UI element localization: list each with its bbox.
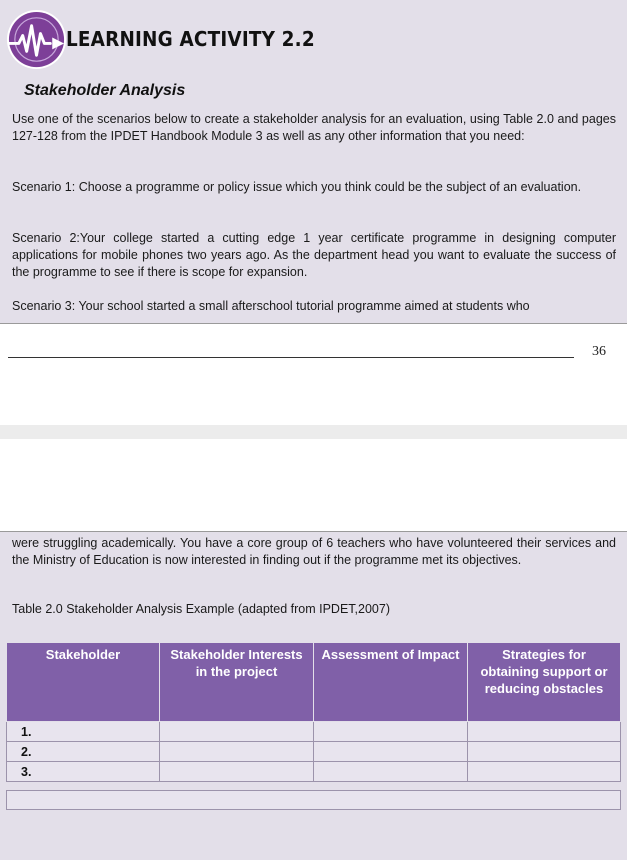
table-cell [468,762,621,782]
activity-title: LEARNING ACTIVITY 2.2 [66,27,315,51]
header-strategies: Strategies for obtaining support or reducing obstacles [468,643,621,722]
page-header-area [0,439,627,531]
table-row [7,722,621,742]
table-cell [468,742,621,762]
header-assessment-of-impact: Assessment of Impact [314,643,468,722]
scenario-1: Scenario 1: Choose a programme or policy issue which you think could be the subject of an evaluation. [12,180,582,194]
table-spacer-cell [7,782,621,791]
page-break-line-top [0,323,627,324]
stakeholder-analysis-table [6,642,621,810]
table-cell [160,762,314,782]
header-stakeholder-interests: Stakeholder Interests in the project [160,643,314,722]
table-cell [314,742,468,762]
section-heading: Stakeholder Analysis [24,82,186,99]
page-break-line-bottom [0,531,627,532]
table-cell [314,722,468,742]
table-cell [160,742,314,762]
footer-rule [8,357,574,358]
page-number: 36 [592,344,606,359]
table-cell [314,762,468,782]
scenario-3-start: Scenario 3: Your school started a small afterschool tutorial programme aimed at students who [12,299,530,313]
table-blank-row [7,791,621,810]
page-break-gap [0,425,627,439]
table-spacer-row [7,782,621,791]
table-row [7,762,621,782]
scenario-3-continuation: were struggling academically. You have a core group of 6 teachers who have volunteered their services and the Ministry of Education is now interested in finding out if the programme met its objectives. [12,536,616,567]
page-footer-area [0,323,627,425]
row-number-cell: 2. [7,742,160,762]
row-number-cell: 1. [7,722,160,742]
table-header-row [7,643,621,722]
intro-paragraph: Use one of the scenarios below to create a stakeholder analysis for an evaluation, using Table 2.0 and pages 127-128 from the IPDET Handbook Module 3 as well as any other information that you need: [12,112,616,143]
table-cell [160,722,314,742]
row-number-cell: 3. [7,762,160,782]
table-blank-cell [7,791,621,810]
header-stakeholder: Stakeholder [7,643,160,722]
pulse-waveform-icon [5,8,68,71]
table-cell [468,722,621,742]
table-caption: Table 2.0 Stakeholder Analysis Example (adapted from IPDET,2007) [12,602,390,616]
table-row [7,742,621,762]
scenario-2: Scenario 2:Your college started a cutting edge 1 year certificate programme in designing computer applications for mobile phones two years ago. As the department head you want to evaluate the success of the programme to see if there is scope for expansion. [12,231,616,279]
